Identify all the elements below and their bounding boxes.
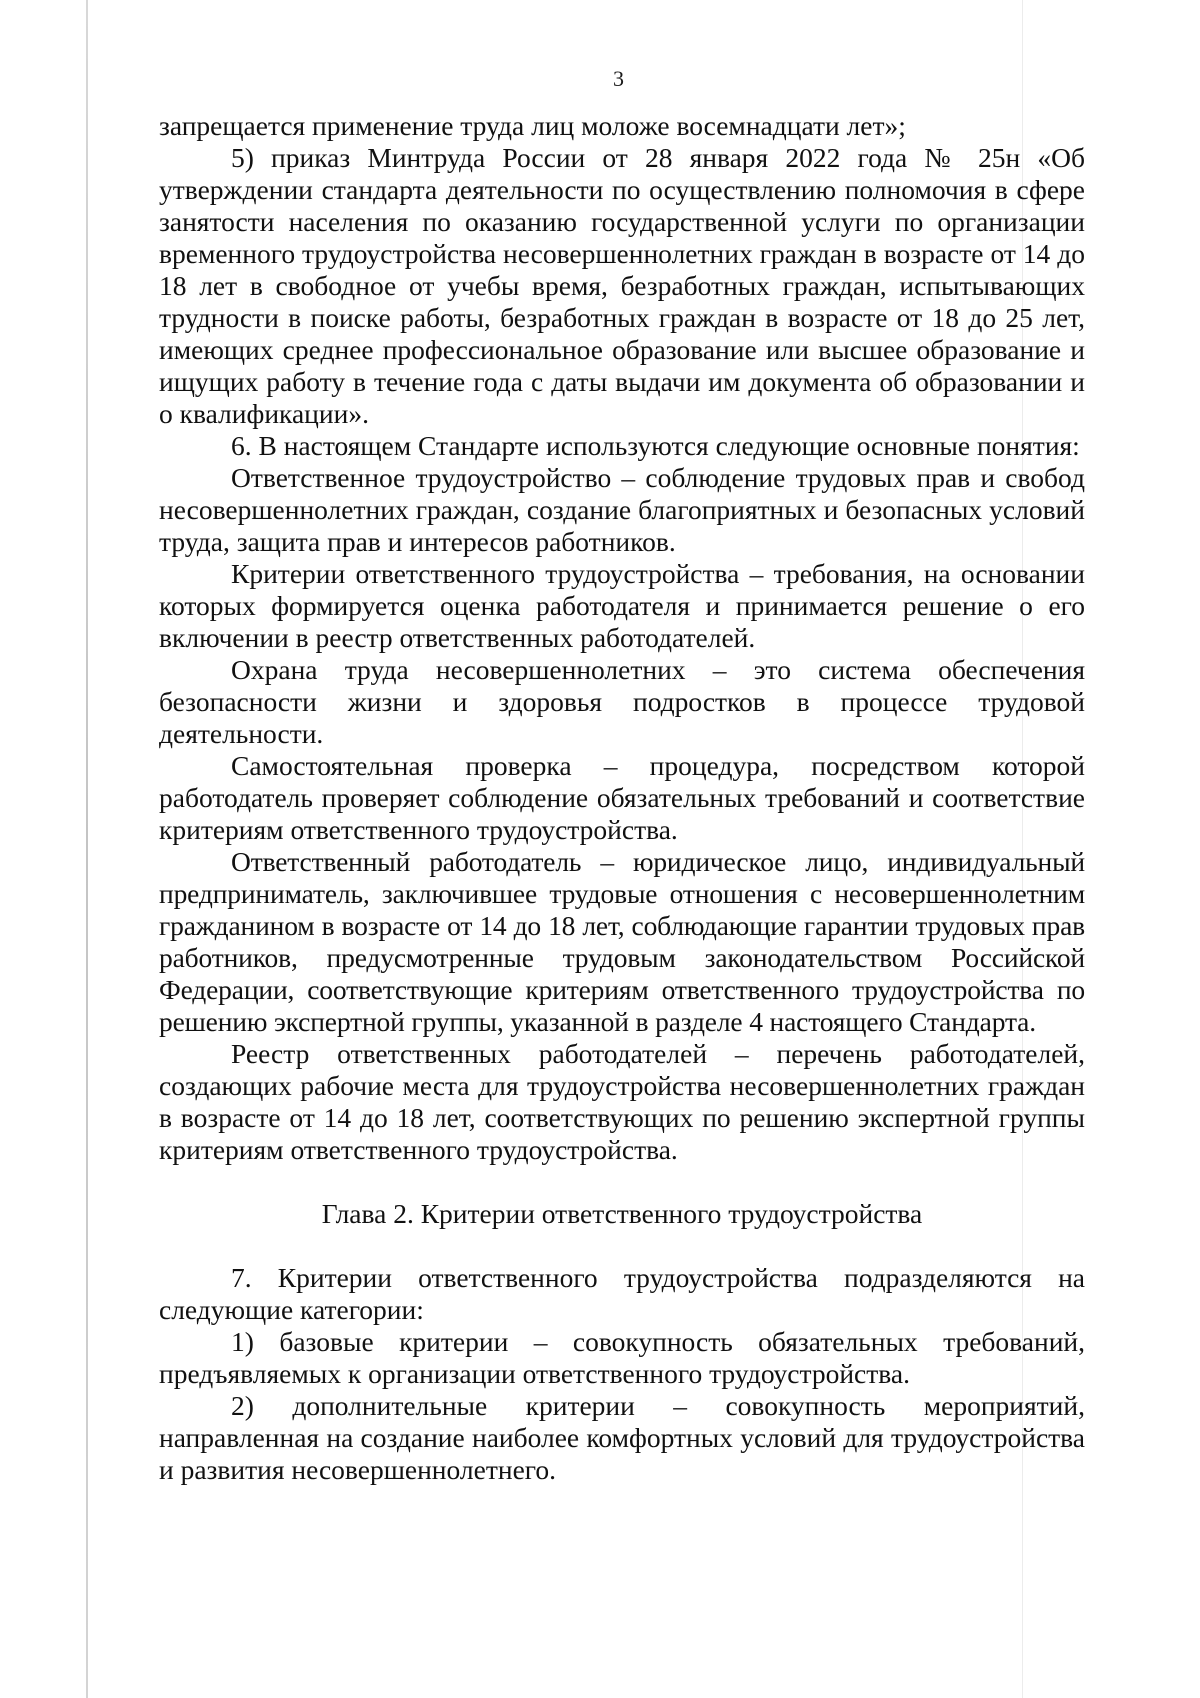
definition-responsible-employer: Ответственный работодатель – юридическое лицо, индивидуальный предприниматель, заключившее трудовые отношения с несовершеннолетним гражданином в возрасте от 14 до 18 лет, соблюдающие гарантии трудовых прав работников, предусмотренные трудовым законодательством Российской Федерации, соответствующие критериям ответственного трудоустройства по решению экспертной группы, указанной в разделе 4 настоящего Стандарта. — [159, 846, 1085, 1037]
scan-binding-edge — [86, 0, 88, 1698]
document-body — [159, 110, 1085, 1486]
chapter-heading: Глава 2. Критерии ответственного трудоустройства — [321, 1198, 923, 1229]
paragraph-continuation: запрещается применение труда лиц моложе восемнадцати лет»; — [159, 110, 906, 141]
paragraph-item-6: 6. В настоящем Стандарте используются следующие основные понятия: — [231, 430, 1080, 461]
definition-labor-protection: Охрана труда несовершеннолетних – это система обеспечения безопасности жизни и здоровья подростков в процессе трудовой деятельности. — [159, 654, 1085, 749]
paragraph-item-7: 7. Критерии ответственного трудоустройства подразделяются на следующие категории: — [159, 1262, 1085, 1325]
definition-self-check: Самостоятельная проверка – процедура, посредством которой работодатель проверяет соблюдение обязательных требований и соответствие критериям ответственного трудоустройства. — [159, 750, 1085, 845]
page-number: 3 — [613, 66, 624, 91]
paragraph-additional-criteria: 2) дополнительные критерии – совокупность мероприятий, направленная на создание наиболее комфортных условий для трудоустройства и развития несовершеннолетнего. — [159, 1390, 1085, 1485]
definition-responsible-employment: Ответственное трудоустройство – соблюдение трудовых прав и свобод несовершеннолетних граждан, создание благоприятных и безопасных условий труда, защита прав и интересов работников. — [159, 462, 1085, 557]
paragraph-basic-criteria: 1) базовые критерии – совокупность обязательных требований, предъявляемых к организации ответственного трудоустройства. — [159, 1326, 1085, 1389]
definition-criteria: Критерии ответственного трудоустройства – требования, на основании которых формируется оценка работодателя и принимается решение о его включении в реестр ответственных работодателей. — [159, 558, 1085, 653]
definition-registry: Реестр ответственных работодателей – перечень работодателей, создающих рабочие места для трудоустройства несовершеннолетних граждан в возрасте от 14 до 18 лет, соответствующих по решению экспертной группы критериям ответственного трудоустройства. — [159, 1038, 1085, 1165]
paragraph-order-5: 5) приказ Минтруда России от 28 января 2022 года № 25н «Об утверждении стандарта деятельности по осуществлению полномочия в сфере занятости населения по оказанию государственной услуги по организации временного трудоустройства несовершеннолетних граждан в возрасте от 14 до 18 лет в свободное от учебы время, безработных граждан, испытывающих трудности в поиске работы, безработных граждан в возрасте от 18 до 25 лет, имеющих среднее профессиональное образование или высшее образование и ищущих работу в течение года с даты выдачи им документа об образовании и о квалификации». — [159, 142, 1085, 429]
